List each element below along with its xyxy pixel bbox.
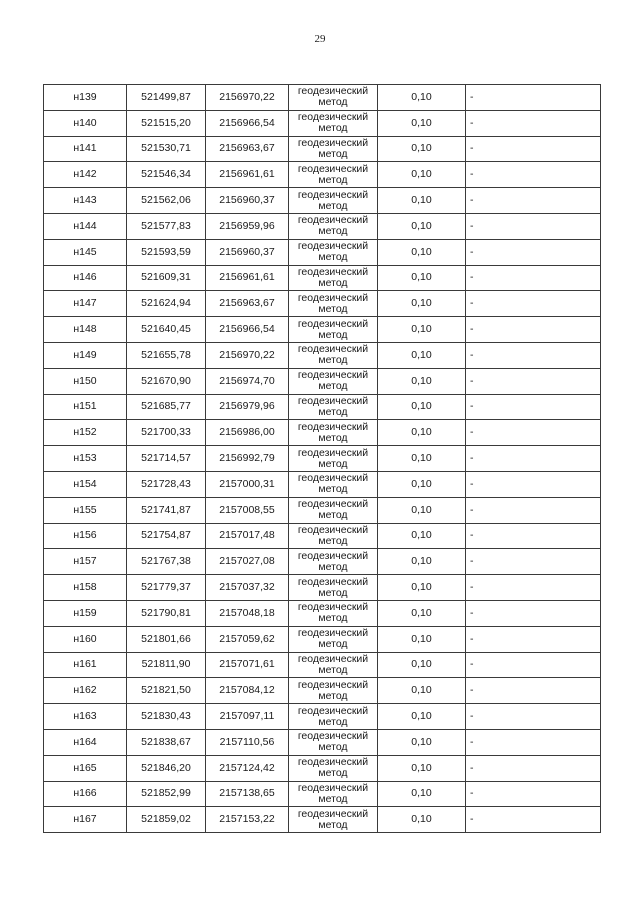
accuracy-cell: 0,10 (378, 291, 466, 317)
method-line-2: метод (318, 225, 348, 238)
y-coordinate-cell: 2157027,08 (206, 549, 289, 575)
method-cell (289, 342, 378, 368)
method-line-1: геодезический (297, 807, 369, 820)
method-line-2: метод (318, 380, 348, 393)
point-id-cell: н148 (44, 317, 127, 343)
method-line-2: метод (318, 122, 348, 135)
x-coordinate-cell: 521767,38 (127, 549, 206, 575)
table-row (44, 807, 601, 833)
y-coordinate-cell: 2157071,61 (206, 652, 289, 678)
accuracy-cell: 0,10 (378, 471, 466, 497)
y-coordinate-cell: 2156970,22 (206, 85, 289, 111)
x-coordinate-cell: 521499,87 (127, 85, 206, 111)
point-id-cell: н147 (44, 291, 127, 317)
method-cell (289, 213, 378, 239)
x-coordinate-cell: 521821,50 (127, 678, 206, 704)
method-line-2: метод (318, 767, 348, 780)
method-line-1: геодезический (297, 730, 369, 743)
method-line-2: метод (318, 457, 348, 470)
x-coordinate-cell: 521515,20 (127, 110, 206, 136)
table-row (44, 549, 601, 575)
x-coordinate-cell: 521846,20 (127, 755, 206, 781)
accuracy-cell: 0,10 (378, 265, 466, 291)
y-coordinate-cell: 2156970,22 (206, 342, 289, 368)
point-id-cell: н160 (44, 626, 127, 652)
method-line-1: геодезический (297, 317, 369, 330)
note-cell: - (466, 368, 601, 394)
table-row (44, 342, 601, 368)
method-line-1: геодезический (297, 523, 369, 536)
x-coordinate-cell: 521811,90 (127, 652, 206, 678)
page-number: 29 (314, 33, 326, 45)
note-cell: - (466, 162, 601, 188)
method-line-2: метод (318, 509, 348, 522)
note-cell: - (466, 600, 601, 626)
point-id-cell: н145 (44, 239, 127, 265)
method-line-2: метод (318, 251, 348, 264)
x-coordinate-cell: 521754,87 (127, 523, 206, 549)
note-cell: - (466, 213, 601, 239)
accuracy-cell: 0,10 (378, 652, 466, 678)
method-cell (289, 652, 378, 678)
x-coordinate-cell: 521655,78 (127, 342, 206, 368)
x-coordinate-cell: 521530,71 (127, 136, 206, 162)
table-row (44, 575, 601, 601)
method-line-2: метод (318, 586, 348, 599)
accuracy-cell: 0,10 (378, 85, 466, 111)
y-coordinate-cell: 2156961,61 (206, 265, 289, 291)
note-cell: - (466, 807, 601, 833)
table-row (44, 291, 601, 317)
y-coordinate-cell: 2156966,54 (206, 317, 289, 343)
y-coordinate-cell: 2157017,48 (206, 523, 289, 549)
point-id-cell: н139 (44, 85, 127, 111)
accuracy-cell: 0,10 (378, 600, 466, 626)
note-cell: - (466, 652, 601, 678)
method-line-1: геодезический (297, 291, 369, 304)
y-coordinate-cell: 2156974,70 (206, 368, 289, 394)
method-line-1: геодезический (297, 188, 369, 201)
y-coordinate-cell: 2157097,11 (206, 704, 289, 730)
method-cell (289, 239, 378, 265)
table-row (44, 188, 601, 214)
table-row (44, 678, 601, 704)
note-cell: - (466, 549, 601, 575)
accuracy-cell: 0,10 (378, 317, 466, 343)
method-line-1: геодезический (297, 678, 369, 691)
note-cell: - (466, 497, 601, 523)
y-coordinate-cell: 2156992,79 (206, 446, 289, 472)
x-coordinate-cell: 521593,59 (127, 239, 206, 265)
accuracy-cell: 0,10 (378, 239, 466, 265)
method-cell (289, 575, 378, 601)
y-coordinate-cell: 2156963,67 (206, 291, 289, 317)
method-line-2: метод (318, 354, 348, 367)
method-line-1: геодезический (297, 781, 369, 794)
x-coordinate-cell: 521838,67 (127, 729, 206, 755)
table-row (44, 136, 601, 162)
method-line-2: метод (318, 612, 348, 625)
method-line-1: геодезический (297, 652, 369, 665)
x-coordinate-cell: 521562,06 (127, 188, 206, 214)
y-coordinate-cell: 2157138,65 (206, 781, 289, 807)
x-coordinate-cell: 521830,43 (127, 704, 206, 730)
method-line-1: геодезический (297, 420, 369, 433)
table-row (44, 755, 601, 781)
point-id-cell: н163 (44, 704, 127, 730)
method-cell (289, 471, 378, 497)
accuracy-cell: 0,10 (378, 678, 466, 704)
y-coordinate-cell: 2156960,37 (206, 188, 289, 214)
method-cell (289, 291, 378, 317)
table-row (44, 497, 601, 523)
accuracy-cell: 0,10 (378, 110, 466, 136)
method-cell (289, 678, 378, 704)
accuracy-cell: 0,10 (378, 807, 466, 833)
y-coordinate-cell: 2157110,56 (206, 729, 289, 755)
table-row (44, 600, 601, 626)
note-cell: - (466, 704, 601, 730)
accuracy-cell: 0,10 (378, 704, 466, 730)
table-row (44, 729, 601, 755)
accuracy-cell: 0,10 (378, 446, 466, 472)
x-coordinate-cell: 521852,99 (127, 781, 206, 807)
x-coordinate-cell: 521859,02 (127, 807, 206, 833)
point-id-cell: н142 (44, 162, 127, 188)
table-row (44, 446, 601, 472)
method-cell (289, 549, 378, 575)
note-cell: - (466, 291, 601, 317)
accuracy-cell: 0,10 (378, 523, 466, 549)
method-line-2: метод (318, 663, 348, 676)
method-line-1: геодезический (297, 446, 369, 459)
point-id-cell: н167 (44, 807, 127, 833)
note-cell: - (466, 342, 601, 368)
x-coordinate-cell: 521640,45 (127, 317, 206, 343)
note-cell: - (466, 471, 601, 497)
table-row (44, 523, 601, 549)
method-line-2: метод (318, 689, 348, 702)
note-cell: - (466, 575, 601, 601)
point-id-cell: н159 (44, 600, 127, 626)
y-coordinate-cell: 2157124,42 (206, 755, 289, 781)
method-line-1: геодезический (297, 704, 369, 717)
method-cell (289, 136, 378, 162)
point-id-cell: н143 (44, 188, 127, 214)
method-cell (289, 704, 378, 730)
method-line-1: геодезический (297, 601, 369, 614)
note-cell: - (466, 188, 601, 214)
x-coordinate-cell: 521779,37 (127, 575, 206, 601)
method-line-2: метод (318, 96, 348, 109)
method-cell (289, 497, 378, 523)
method-cell (289, 446, 378, 472)
accuracy-cell: 0,10 (378, 213, 466, 239)
table-row (44, 110, 601, 136)
table-row (44, 317, 601, 343)
note-cell: - (466, 85, 601, 111)
accuracy-cell: 0,10 (378, 368, 466, 394)
x-coordinate-cell: 521728,43 (127, 471, 206, 497)
table-row (44, 704, 601, 730)
method-line-2: метод (318, 715, 348, 728)
note-cell: - (466, 136, 601, 162)
point-id-cell: н149 (44, 342, 127, 368)
y-coordinate-cell: 2156979,96 (206, 394, 289, 420)
method-line-1: геодезический (297, 162, 369, 175)
note-cell: - (466, 729, 601, 755)
method-line-2: метод (318, 431, 348, 444)
method-line-1: геодезический (297, 214, 369, 227)
y-coordinate-cell: 2157059,62 (206, 626, 289, 652)
method-line-1: геодезический (297, 265, 369, 278)
method-line-2: метод (318, 199, 348, 212)
x-coordinate-cell: 521714,57 (127, 446, 206, 472)
method-line-2: метод (318, 741, 348, 754)
method-cell (289, 781, 378, 807)
note-cell: - (466, 678, 601, 704)
method-line-2: метод (318, 638, 348, 651)
note-cell: - (466, 781, 601, 807)
table-row (44, 652, 601, 678)
accuracy-cell: 0,10 (378, 497, 466, 523)
method-line-1: геодезический (297, 111, 369, 124)
method-cell (289, 265, 378, 291)
x-coordinate-cell: 521577,83 (127, 213, 206, 239)
table-row (44, 368, 601, 394)
method-line-2: метод (318, 173, 348, 186)
table-row (44, 626, 601, 652)
point-id-cell: н153 (44, 446, 127, 472)
table-row (44, 85, 601, 111)
method-line-1: геодезический (297, 498, 369, 511)
accuracy-cell: 0,10 (378, 342, 466, 368)
method-line-2: метод (318, 792, 348, 805)
note-cell: - (466, 265, 601, 291)
point-id-cell: н152 (44, 420, 127, 446)
method-line-2: метод (318, 302, 348, 315)
coordinates-table (43, 84, 601, 833)
y-coordinate-cell: 2156966,54 (206, 110, 289, 136)
table-row (44, 420, 601, 446)
point-id-cell: н150 (44, 368, 127, 394)
table-row (44, 471, 601, 497)
accuracy-cell: 0,10 (378, 420, 466, 446)
note-cell: - (466, 420, 601, 446)
x-coordinate-cell: 521624,94 (127, 291, 206, 317)
note-cell: - (466, 394, 601, 420)
method-line-1: геодезический (297, 85, 369, 98)
accuracy-cell: 0,10 (378, 162, 466, 188)
method-line-2: метод (318, 818, 348, 831)
point-id-cell: н151 (44, 394, 127, 420)
method-line-2: метод (318, 147, 348, 160)
point-id-cell: н140 (44, 110, 127, 136)
method-line-1: геодезический (297, 627, 369, 640)
y-coordinate-cell: 2157084,12 (206, 678, 289, 704)
method-cell (289, 807, 378, 833)
note-cell: - (466, 110, 601, 136)
y-coordinate-cell: 2157000,31 (206, 471, 289, 497)
method-line-2: метод (318, 534, 348, 547)
method-line-2: метод (318, 483, 348, 496)
method-line-2: метод (318, 276, 348, 289)
point-id-cell: н141 (44, 136, 127, 162)
accuracy-cell: 0,10 (378, 781, 466, 807)
point-id-cell: н161 (44, 652, 127, 678)
accuracy-cell: 0,10 (378, 729, 466, 755)
note-cell: - (466, 239, 601, 265)
note-cell: - (466, 317, 601, 343)
method-line-2: метод (318, 560, 348, 573)
method-line-1: геодезический (297, 369, 369, 382)
method-line-1: геодезический (297, 136, 369, 149)
x-coordinate-cell: 521546,34 (127, 162, 206, 188)
accuracy-cell: 0,10 (378, 755, 466, 781)
point-id-cell: н166 (44, 781, 127, 807)
table-row (44, 781, 601, 807)
y-coordinate-cell: 2156959,96 (206, 213, 289, 239)
x-coordinate-cell: 521700,33 (127, 420, 206, 446)
point-id-cell: н154 (44, 471, 127, 497)
method-line-1: геодезический (297, 472, 369, 485)
method-cell (289, 420, 378, 446)
method-line-1: геодезический (297, 756, 369, 769)
y-coordinate-cell: 2157008,55 (206, 497, 289, 523)
method-line-2: метод (318, 405, 348, 418)
method-cell (289, 110, 378, 136)
table-row (44, 162, 601, 188)
y-coordinate-cell: 2157048,18 (206, 600, 289, 626)
method-line-1: геодезический (297, 240, 369, 253)
note-cell: - (466, 523, 601, 549)
method-cell (289, 729, 378, 755)
method-cell (289, 162, 378, 188)
point-id-cell: н162 (44, 678, 127, 704)
x-coordinate-cell: 521609,31 (127, 265, 206, 291)
x-coordinate-cell: 521801,66 (127, 626, 206, 652)
point-id-cell: н146 (44, 265, 127, 291)
method-cell (289, 317, 378, 343)
note-cell: - (466, 446, 601, 472)
coordinates-table-body (44, 85, 601, 833)
accuracy-cell: 0,10 (378, 136, 466, 162)
method-line-1: геодезический (297, 549, 369, 562)
method-line-1: геодезический (297, 575, 369, 588)
point-id-cell: н158 (44, 575, 127, 601)
accuracy-cell: 0,10 (378, 575, 466, 601)
y-coordinate-cell: 2157037,32 (206, 575, 289, 601)
table-row (44, 394, 601, 420)
y-coordinate-cell: 2156961,61 (206, 162, 289, 188)
accuracy-cell: 0,10 (378, 188, 466, 214)
point-id-cell: н156 (44, 523, 127, 549)
point-id-cell: н155 (44, 497, 127, 523)
method-cell (289, 85, 378, 111)
accuracy-cell: 0,10 (378, 549, 466, 575)
y-coordinate-cell: 2156963,67 (206, 136, 289, 162)
point-id-cell: н157 (44, 549, 127, 575)
x-coordinate-cell: 521790,81 (127, 600, 206, 626)
note-cell: - (466, 626, 601, 652)
method-cell (289, 626, 378, 652)
method-line-2: метод (318, 328, 348, 341)
accuracy-cell: 0,10 (378, 626, 466, 652)
accuracy-cell: 0,10 (378, 394, 466, 420)
method-cell (289, 188, 378, 214)
y-coordinate-cell: 2156960,37 (206, 239, 289, 265)
x-coordinate-cell: 521670,90 (127, 368, 206, 394)
method-cell (289, 368, 378, 394)
method-cell (289, 394, 378, 420)
note-cell: - (466, 755, 601, 781)
method-line-1: геодезический (297, 343, 369, 356)
method-cell (289, 600, 378, 626)
x-coordinate-cell: 521741,87 (127, 497, 206, 523)
table-row (44, 239, 601, 265)
y-coordinate-cell: 2156986,00 (206, 420, 289, 446)
y-coordinate-cell: 2157153,22 (206, 807, 289, 833)
method-cell (289, 755, 378, 781)
point-id-cell: н164 (44, 729, 127, 755)
x-coordinate-cell: 521685,77 (127, 394, 206, 420)
point-id-cell: н165 (44, 755, 127, 781)
method-cell (289, 523, 378, 549)
table-row (44, 265, 601, 291)
table-row (44, 213, 601, 239)
method-line-1: геодезический (297, 394, 369, 407)
point-id-cell: н144 (44, 213, 127, 239)
